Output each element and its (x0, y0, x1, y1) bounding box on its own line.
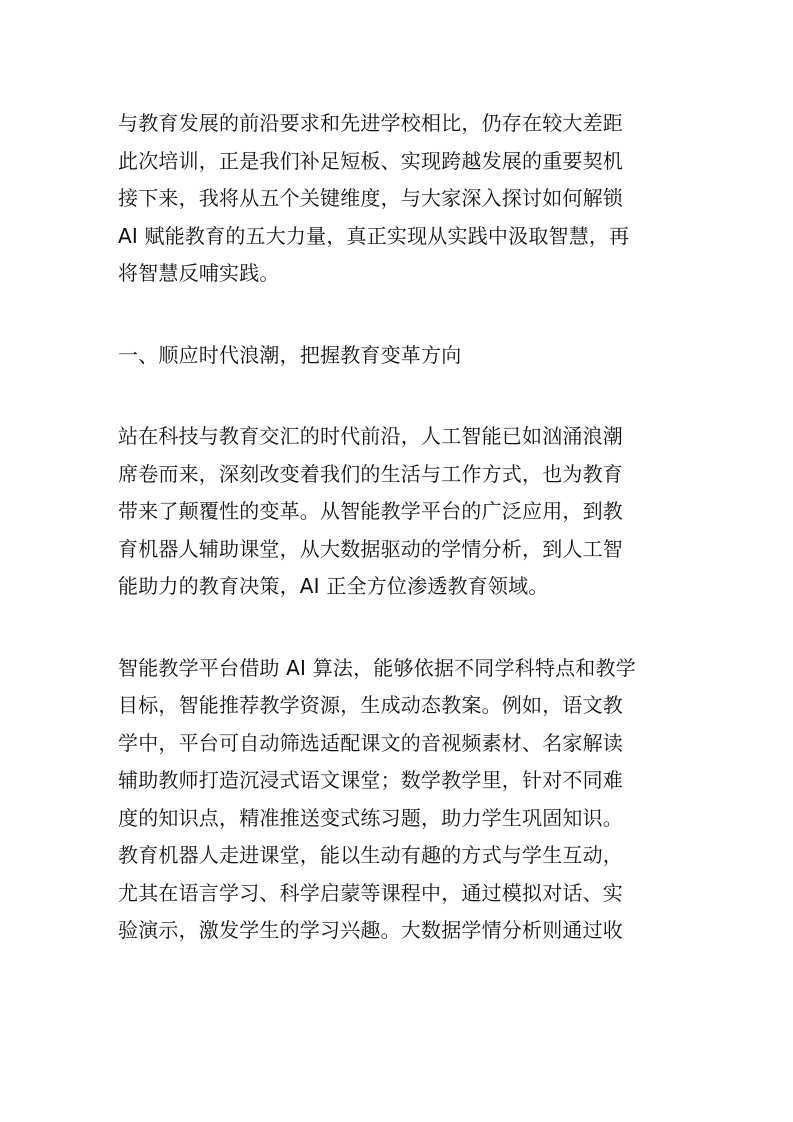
document-body (118, 105, 678, 950)
text-line: 带来了颠覆性的变革。从智能教学平台的广泛应用，到教 (118, 499, 623, 523)
text-line: 能助力的教育决策，AI 正全方位渗透教育领域。 (118, 574, 549, 598)
paragraph-spacer (118, 293, 678, 337)
text-line: 学中，平台可自动筛选适配课文的音视频素材、名家解读 (118, 730, 623, 755)
paragraph-ai-trend (118, 418, 678, 606)
text-line: 尤其在语言学习、科学启蒙等课程中，通过模拟对话、实 (118, 880, 623, 905)
paragraph-intro (118, 105, 678, 293)
text-line: 站在科技与教育交汇的时代前沿，人工智能已如汹涌浪潮 (118, 424, 623, 448)
paragraph-smart-platform (118, 650, 678, 950)
text-line: 智能教学平台借助 AI 算法，能够依据不同学科特点和教学 (118, 655, 636, 680)
section-heading (118, 337, 678, 375)
paragraph-spacer (118, 606, 678, 650)
text-line: 目标，智能推荐教学资源，生成动态教案。例如，语文教 (118, 693, 623, 717)
paragraph-spacer (118, 374, 678, 418)
text-line: 教育机器人走进课堂，能以生动有趣的方式与学生互动， (118, 843, 623, 867)
text-line: 与教育发展的前沿要求和先进学校相比，仍存在较大差距 (118, 111, 623, 135)
heading-text: 一、顺应时代浪潮，把握教育变革方向 (118, 342, 462, 367)
text-line: AI 赋能教育的五大力量，真正实现从实践中汲取智慧，再 (118, 223, 630, 248)
text-line: 此次培训，正是我们补足短板、实现跨越发展的重要契机 (118, 148, 623, 173)
text-line: 度的知识点，精准推送变式练习题，助力学生巩固知识。 (118, 805, 623, 830)
text-line: 辅助教师打造沉浸式语文课堂；数学教学里，针对不同难 (118, 768, 623, 792)
text-line: 席卷而来，深刻改变着我们的生活与工作方式，也为教育 (118, 461, 623, 486)
text-line: 将智慧反哺实践。 (118, 261, 280, 285)
text-line: 接下来，我将从五个关键维度，与大家深入探讨如何解锁 (118, 186, 623, 210)
text-line: 验演示，激发学生的学习兴趣。大数据学情分析则通过收 (118, 918, 623, 942)
text-line: 育机器人辅助课堂，从大数据驱动的学情分析，到人工智 (118, 536, 623, 561)
